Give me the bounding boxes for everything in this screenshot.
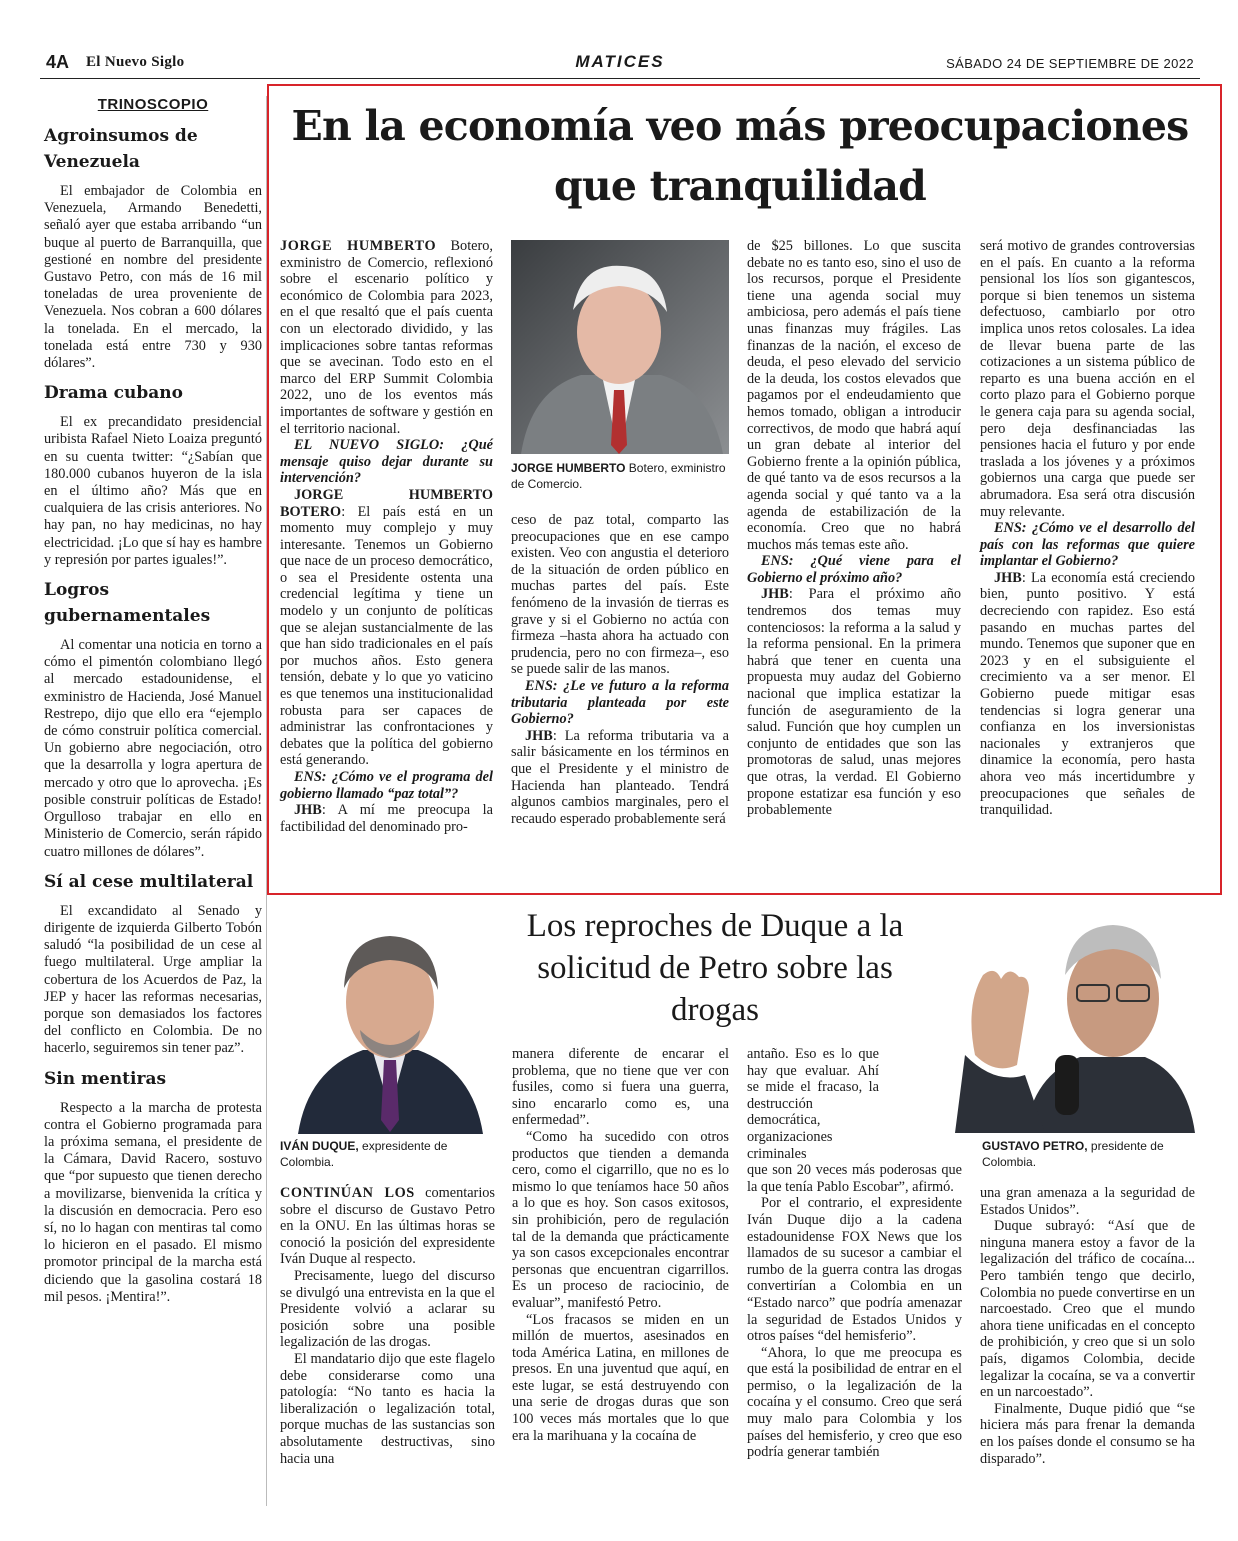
feature-column-4 <box>980 238 1195 819</box>
brief-title: Logros gubernamentales <box>44 580 211 627</box>
speaker-label: JHB <box>994 569 1022 586</box>
photo-caption <box>982 1138 1197 1170</box>
second-column-2 <box>512 1046 729 1444</box>
interview-question: ENS: ¿Cómo ve el programa del gobierno llamado “paz total”? <box>280 769 493 802</box>
paragraph: manera diferente de encarar el problema, que no tiene que ver con fusiles, como si fuera una guerra, sino encararlo como es, una enfermedad”. <box>512 1046 729 1129</box>
paragraph: de $25 billones. Lo que suscita debate no es tanto eso, sino el uso de los recursos, porque el Presidente tiene una agenda social muy ambiciosa, pero además el país tiene unas finanzas muy frágiles. Las finanzas de la nación, el exceso de deuda, el peso elevado del servicio de la deuda, los costos elevados que pagamos por el endeudamiento que hemos tomado, obligan a introducir correctivos, de modo que habrá aquí un gran debate al interior del Gobierno frente a la opinión pública, de qué tanto va de esos recursos a la agenda social y qué tanto va a la agenda de estabilización de la economía. Creo que no habrá muchos más temas este año. <box>747 238 961 553</box>
lead-in: JORGE HUMBERTO <box>280 238 437 254</box>
botero-photo <box>511 240 729 454</box>
feature-column-3 <box>747 238 961 819</box>
masthead-rule <box>40 78 1200 79</box>
lead-in: CONTINÚAN LOS <box>280 1185 415 1201</box>
second-column-4 <box>980 1185 1195 1467</box>
paragraph: “Los fracasos se miden en un millón de muertos, asesinados en toda América Latina, en millones de presos. En una juventud que aquí, en este lugar, se está destruyendo con una serie de drogas duras que son 100 veces más mortales que lo que era la marihuana y la cocaína de <box>512 1311 729 1444</box>
interview-answer: : El país está en un momento muy complejo y muy interesante. Tenemos un Gobierno que nace de un proceso democrático, o sea el Presidente ostenta una credencial legítima y tiene un modelo y un conjunto de políticas que se alejan sustancialmente de las que han sido tradicionales en el país por muchos años. Esto genera tensión, debate y lo que yo vaticino es que tenemos una institucionalidad robusta para ser capaces de administrar las confrontaciones y debates que la política del gobierno está generando. <box>280 503 493 769</box>
sidebar-heading: TRINOSCOPIO <box>97 96 209 113</box>
caption-name: IVÁN DUQUE, <box>280 1139 359 1153</box>
brief-text: Al comentar una noticia en torno a cómo el pimentón colombiano llegó al mercado estadounidense, el exministro de Hacienda, José Manuel Restrepo, dijo que ello era “ejemplo de cómo construir política comercial. Un gobierno abre negociación, otro que la desarrolla y logra apertura de mercado y otro que lo aprovecha. ¡Es posible construir políticas de Estado! Orgulloso trabajar en ello en Ministerio de Comercio, serán rápido cuatro millones de dólares”. <box>44 637 262 860</box>
caption-name: GUSTAVO PETRO, <box>982 1139 1088 1153</box>
second-headline: Los reproches de Duque a la solicitud de Petro sobre las drogas <box>526 908 904 1028</box>
interview-question: ENS: ¿Qué viene para el Gobierno el próximo año? <box>747 553 961 586</box>
brief-text: El ex precandidato presidencial uribista Rafael Nieto Loaiza preguntó en su cuenta twitter: “¿Sabían que 180.000 cubanos huyeron de la isla en el último año? Más que en cualquiera de las crisis anteriores. No hay pan, no hay medicinas, no hay electricidad. ¡Lo que sí hay es hambre y represión por partes iguales!”. <box>44 414 262 568</box>
interview-question: ENS: ¿Le ve futuro a la reforma tributaria planteada por este Gobierno? <box>511 677 729 728</box>
speaker-label: JHB <box>761 586 789 603</box>
section-name: MATICES <box>575 52 665 71</box>
caption-text: Botero, exministro de Comercio. <box>511 461 726 491</box>
paragraph: será motivo de grandes controversias en el país. En cuanto a la reforma pensional los líos son gigantescos, porque si bien tenemos un sistema defectuoso, cambiarlo por otro implica unos retos colosales. La idea de llevar buena parte de las cotizaciones a un sistema público de reparto es una buena acción en el corto plazo para el Gobierno porque le genera caja para su agenda social, pero deja desfinanciadas las pensiones hacia el futuro y por ende traslada a los jóvenes y a próximos gobiernos una carga que puede ser abrumadora. Esa será otra discusión muy relevante. <box>980 238 1195 520</box>
speaker-label: JHB <box>525 727 553 744</box>
paragraph: Duque subrayó: “Así que de ninguna manera estoy a favor de la legalización del tráfico de cocaína... Pero también tengo que decirlo, Colombia no puede convertirse en un narcoestado. Creo que el mundo ahora tiene unificadas en el concepto de prohibición, y creo que si un solo país, digamos Colombia, decide legalizar la cocaína, se va a convertir en un narcoestado”. <box>980 1218 1195 1401</box>
brief-text: Respecto a la marcha de protesta contra el Gobierno programada para la próxima semana, el presidente de la Cámara, David Racero, sostuvo que “por supuesto que tienen derecho a movilizarse, bienvenida la crítica y la discusión en democracia. Pero eso sí, no lo hagan con mentiras tal como lo hicieron en el pasado. El mismo promotor principal de la marcha está diciendo que la gasolina costará 18 mil pesos. ¡Mentira!”. <box>44 1099 262 1305</box>
brief-title: Sin mentiras <box>44 1068 167 1089</box>
interview-answer: : La reforma tributaria va a salir básicamente en los términos en que el Presidente y el ministro de Hacienda han planteado. Tendrá algunos cambios marginales, pero el recaudo esperado probablemente será <box>511 727 729 827</box>
brief-title: Drama cubano <box>44 383 183 404</box>
caption-text: presidente de Colombia. <box>982 1139 1164 1169</box>
paragraph: antaño. Eso es lo que hay que evaluar. Ahí se mide el fracaso, la destrucción democrática, organizaciones criminales <box>747 1046 879 1162</box>
photo-caption <box>280 1138 496 1170</box>
feature-column-1 <box>280 238 493 835</box>
photo-caption <box>511 460 729 492</box>
newspaper-name: El Nuevo Siglo <box>86 54 185 70</box>
feature-column-2 <box>511 512 729 827</box>
duque-photo <box>278 910 496 1134</box>
interview-question: EL NUEVO SIGLO: ¿Qué mensaje quiso dejar durante su intervención? <box>280 437 493 487</box>
masthead <box>40 50 1200 78</box>
paragraph: Botero, exministro de Comercio, reflexionó sobre el escenario político y económico de Colombia para 2023, en el que resaltó que el país cuenta con un electorado dividido, y las implicaciones sobre tantas reformas que se avecinan. Todo esto en el marco del ERP Summit Colombia 2022, uno de los eventos más importantes de software y gestión en el territorio nacional. <box>280 238 493 437</box>
second-column-3 <box>747 1046 962 1461</box>
brief-text: El excandidato al Senado y dirigente de izquierda Gilberto Tobón saludó “la posibilidad de un cese al fuego multilateral. Urge ampliar la cobertura de los Acuerdos de Paz, la JEP y hacer las reformas necesarias, porque son demasiados los factores del conflicto en Colombia. De no hacerlo, seguiremos sin tener paz”. <box>44 902 262 1057</box>
interview-answer: : Para el próximo año tendremos dos temas muy contenciosos: la reforma a la salud y la reforma pensional. En la primera habrá que tener en cuenta una propuesta muy audaz del Gobierno nacional que implica estatizar la función de aseguramiento de la salud. Función que hoy cumplen un conjunto de entidades que son las promotoras de salud, unas mejores que otras, la verdad. El Gobierno propone estatizar esa función y eso probablemente <box>747 586 961 819</box>
paragraph: El mandatario dijo que este flagelo debe considerarse como una patología: “No tanto es hacia la liberalización o legalización total, porque muchas de las sustancias son absolutamente destructivas, sino hacia una <box>280 1350 495 1467</box>
trinoscopio-column <box>44 96 262 1314</box>
interview-question: ENS: ¿Cómo ve el desarrollo del país con las reformas que quiere implantar el Gobierno? <box>980 520 1195 570</box>
brief-title: Agroinsumos de Venezuela <box>44 126 198 172</box>
paragraph: una gran amenaza a la seguridad de Estados Unidos”. <box>980 1185 1195 1218</box>
paragraph: comentarios sobre el discurso de Gustavo Petro en la ONU. En las últimas horas se conoció la posición del expresidente Iván Duque al respecto. <box>280 1185 496 1268</box>
interview-answer: : La economía está creciendo bien, punto positivo. Y está decreciendo con rapidez. Eso está pasando en muchas partes del mundo. Tenemos que suponer que en 2023 y en el subsiguiente el crecimiento va a ser menor. El Gobierno puede mitigar esas tendencias si logra generar una confianza en los inversionistas nacionales y extranjeros que dinamice la economía, pero hasta ahora veo más incertidumbre y preocupaciones que señales de tranquilidad. <box>980 569 1195 819</box>
issue-date: SÁBADO 24 DE SEPTIEMBRE DE 2022 <box>946 56 1194 71</box>
interview-answer: : A mí me preocupa la factibilidad del denominado pro- <box>280 802 493 835</box>
second-column-1 <box>280 1185 495 1467</box>
paragraph: Finalmente, Duque pidió que “se hiciera más para frenar la demanda en los países donde el consumo se ha disparado”. <box>980 1400 1195 1467</box>
paragraph: “Ahora, lo que me preocupa es que está la posibilidad de entrar en el permiso, o la legalización de la cocaína y el consumo. Creo que será muy malo para Colombia y los países del hemisferio, y creo que eso podría generar también <box>747 1344 962 1461</box>
speaker-label: JHB <box>294 802 322 819</box>
caption-name: JORGE HUMBERTO <box>511 461 626 475</box>
feature-headline: En la economía veo más preocupaciones que tranquilidad <box>291 102 1189 210</box>
speaker-label: JORGE HUMBERTO BOTERO <box>280 486 493 520</box>
brief-title: Sí al cese multilateral <box>44 871 254 892</box>
paragraph: Por el contrario, el expresidente Iván Duque dijo a la cadena estadounidense FOX News que los llamados de su sucesor a cambiar el rumbo de la guerra contra las drogas convertirían a Colombia en un “Estado narco” que podría amenazar la seguridad de Estados Unidos y otros países “del hemisferio”. <box>747 1195 962 1345</box>
paragraph: ceso de paz total, comparto las preocupaciones que en ese campo existen. Veo con angustia el deterioro de la situación de orden público en muchas partes del país. Este fenómeno de la invasión de tierras es grave y si el Gobierno no actúa con firmeza –hasta ahora ha actuado con prudencia, pero no con firmeza–, eso se puede salir de las manos. <box>511 512 729 678</box>
paragraph: Precisamente, luego del discurso se divulgó una entrevista en la que el Presidente volvió a aclarar su posición sobre una posible legalización de las drogas. <box>280 1267 495 1351</box>
brief-text: El embajador de Colombia en Venezuela, Armando Benedetti, señaló ayer que estaba arribando “un buque al puerto de Barranquilla, que gestioné en nombre del presidente Gustavo Petro, con más de 16 mil toneladas de urea proveniente de Venezuela. Nos cobran a 600 dólares la tonelada. En el mercado, la tonelada está entre 730 y 930 dólares”. <box>44 183 262 372</box>
caption-text: expresidente de Colombia. <box>280 1139 448 1169</box>
page-number: 4A <box>46 52 70 72</box>
paragraph: que son 20 veces más poderosas que la que tenía Pablo Escobar”, afirmó. <box>747 1162 962 1195</box>
paragraph: “Como ha sucedido con otros productos que tienden a demanda cero, como el cigarrillo, que no es lo mismo lo que teníamos hace 50 años a lo que es hoy. Son casos exitosos, sin prohibición, pero de regulación tal de la demanda que prácticamente ya son casos excepcionales encontrar personas que encuentran cigarrillos. Es un proceso de raciocinio, de evaluar”, manifestó Petro. <box>512 1128 729 1311</box>
